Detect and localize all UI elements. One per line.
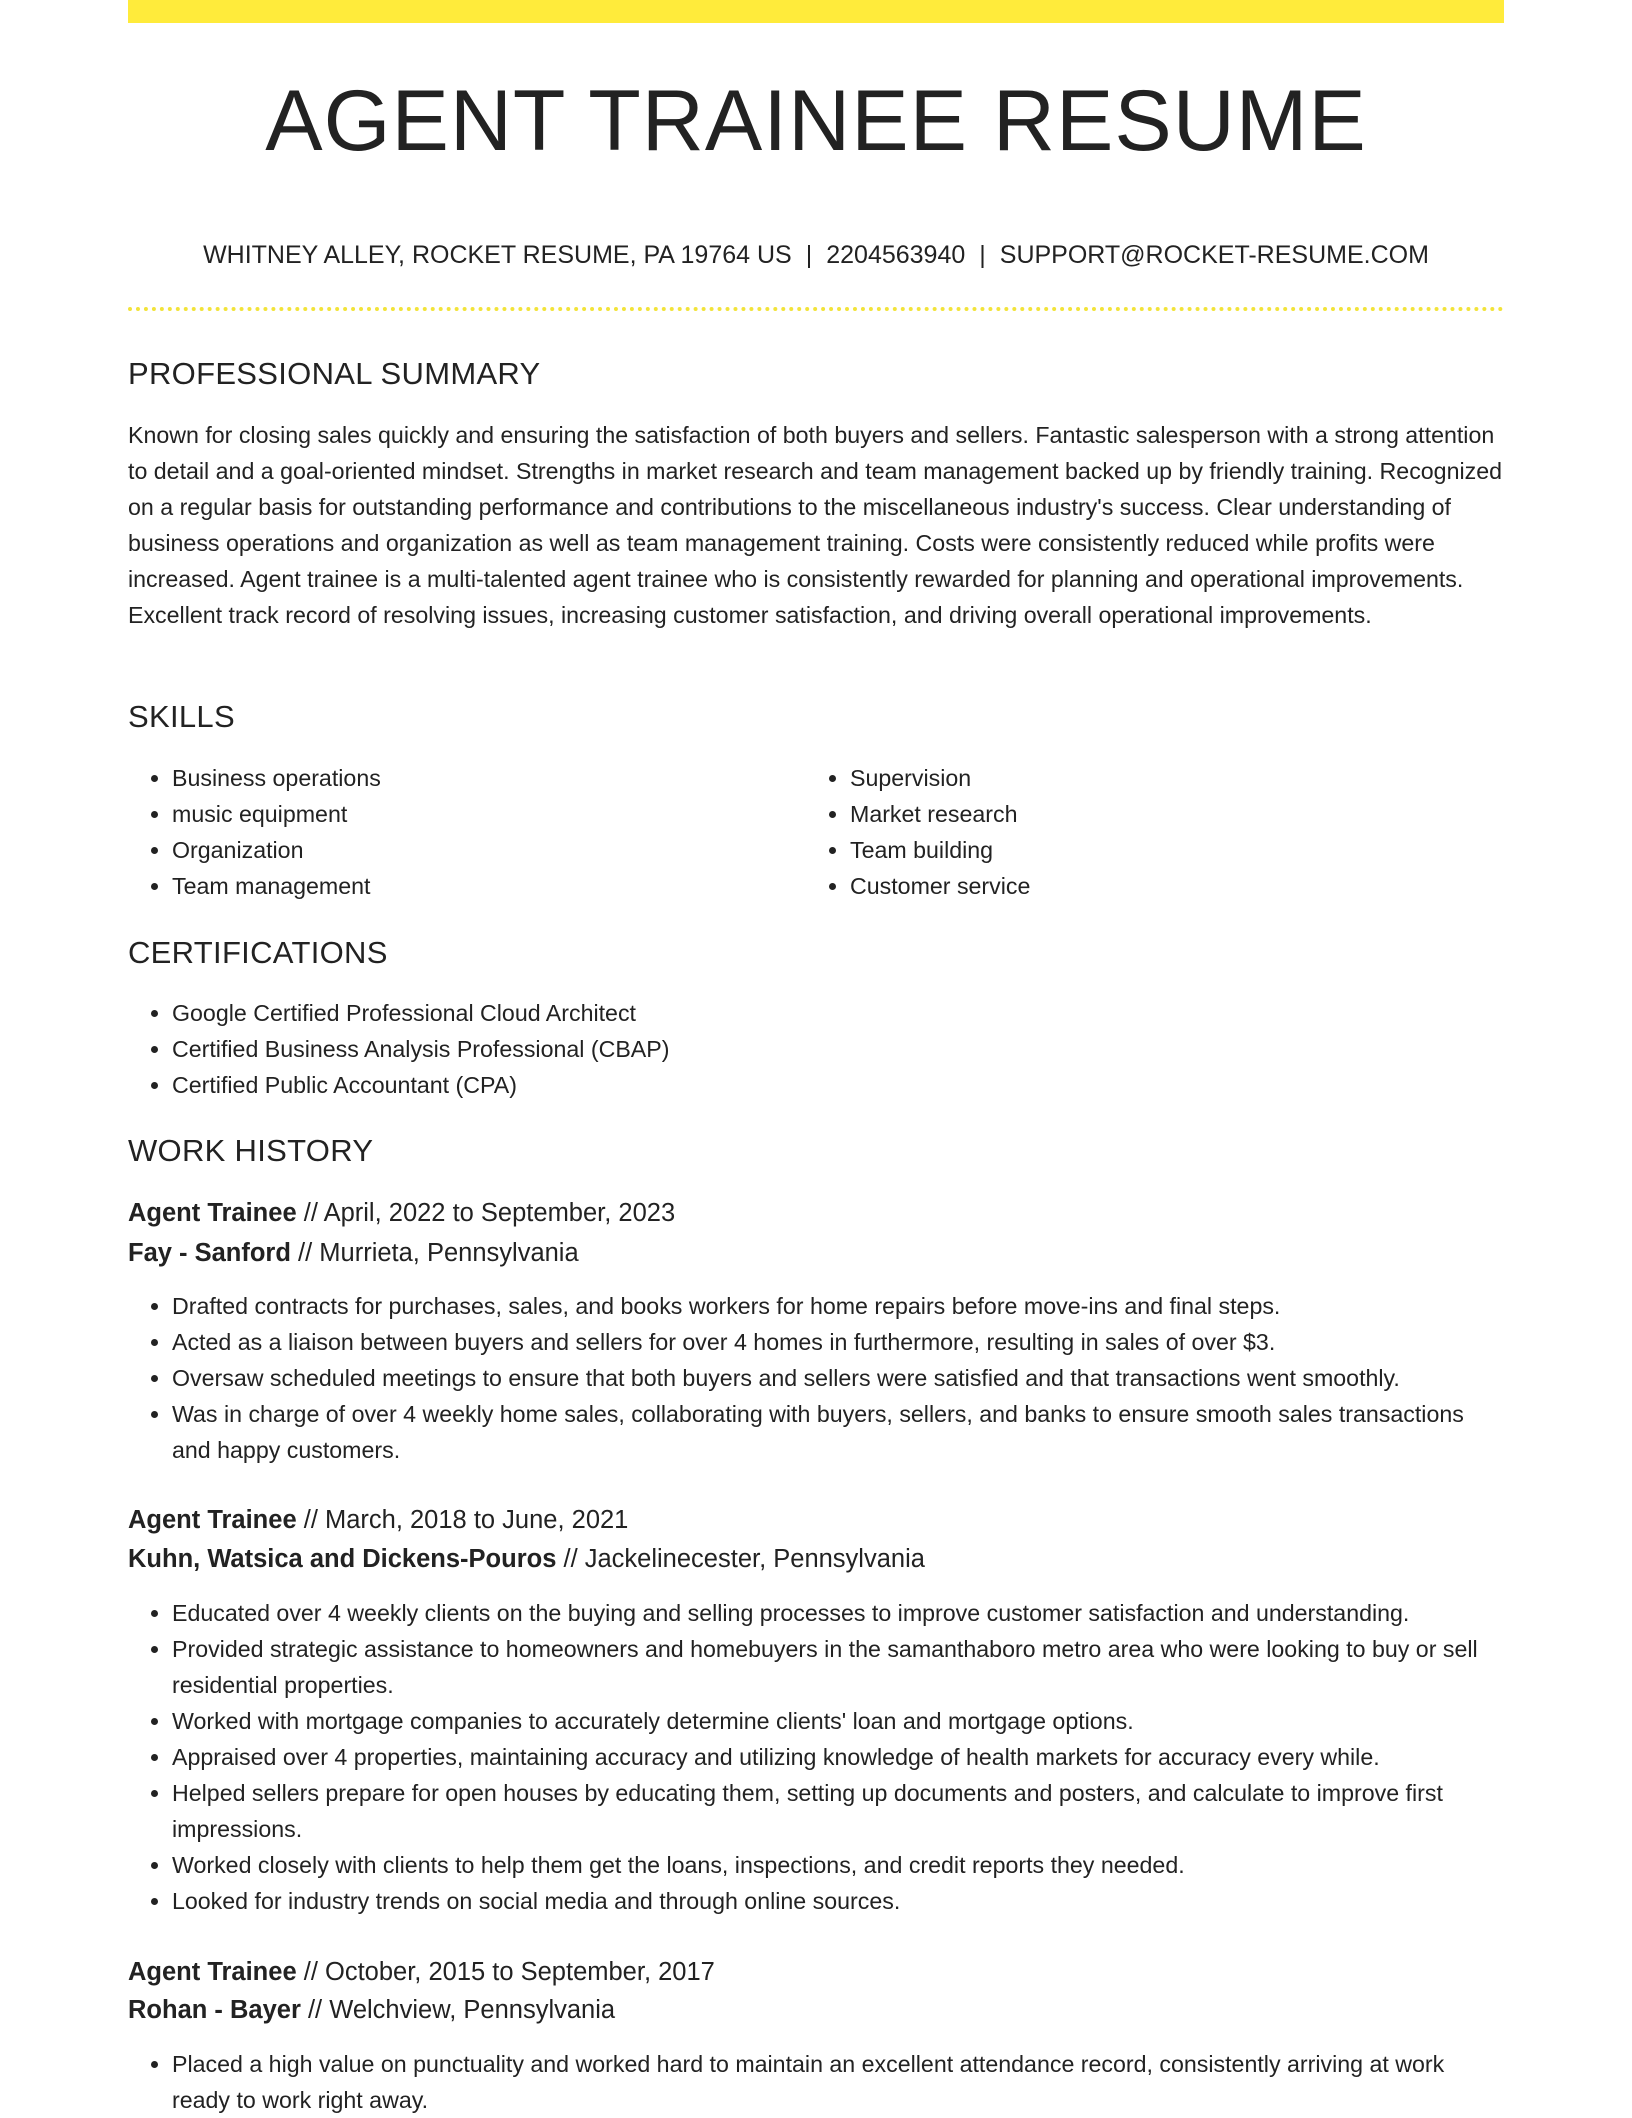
contact-email[interactable]: SUPPORT@ROCKET-RESUME.COM [999,241,1429,269]
job-dates: // March, 2018 to June, 2021 [303,1506,629,1534]
job-bullet: • Looked for industry trends on social media and through online sources. [172,1883,1504,1919]
job-company: Kuhn, Watsica and Dickens-Pouros [128,1545,557,1573]
skills-heading: SKILLS [128,699,235,734]
job-company-line [128,1541,925,1577]
contact-separator: | [979,241,986,269]
job-bullet: • Educated over 4 weekly clients on the buying and selling processes to improve customer satisfaction and understanding. [172,1595,1504,1631]
dotted-divider [128,307,1504,311]
skills-list-left [128,760,792,904]
job-company: Rohan - Bayer [128,1996,301,2024]
contact-separator: | [805,241,813,269]
job-bullets [128,1288,1504,1468]
job-title-line [128,1502,628,1538]
skills-list-right [806,760,1490,904]
certification-item: • Google Certified Professional Cloud Architect [172,995,1504,1031]
summary-text: Known for closing sales quickly and ensuring the satisfaction of both buyers and sellers. Fantastic salesperson with a strong attention to detail and a goal-oriented mindset. Strengths in market research and team management backed up by friendly training. Recognized on a regular basis for outstanding performance and contributions to the miscellaneous industry's success. Clear understanding of business operations and organization as well as team management training. Costs were consistently reduced while profits were increased. Agent trainee is a multi-talented agent trainee who is consistently rewarded for planning and operational improvements. Excellent track record of resolving issues, increasing customer satisfaction, and driving overall operational improvements. [128,422,1503,628]
skill-item: • music equipment [172,796,792,832]
job-dates: // October, 2015 to September, 2017 [303,1958,715,1986]
resume-title: AGENT TRAINEE RESUME [265,73,1367,169]
skill-item: • Customer service [850,868,1490,904]
job-bullet: • Oversaw scheduled meetings to ensure that both buyers and sellers were satisfied and that transactions went smoothly. [172,1360,1504,1396]
job-bullet: • Placed a high value on punctuality and worked hard to maintain an excellent attendance record, consistently arriving at work ready to work right away. [172,2046,1504,2118]
job-location: // Murrieta, Pennsylvania [298,1239,579,1267]
summary-heading: PROFESSIONAL SUMMARY [128,356,541,391]
accent-bar [128,0,1504,23]
job-title: Agent Trainee [128,1958,297,1986]
job-bullet: • Provided strategic assistance to homeowners and homebuyers in the samanthaboro metro area who were looking to buy or sell residential properties. [172,1631,1504,1703]
job-bullet: • Helped sellers prepare for open houses by educating them, setting up documents and posters, and calculate to improve first impressions. [172,1775,1504,1847]
job-location: // Welchview, Pennsylvania [307,1996,616,2024]
job-dates: // April, 2022 to September, 2023 [303,1199,676,1227]
certifications-list [128,995,1504,1103]
skill-item: • Supervision [850,760,1490,796]
job-title-line [128,1954,715,1990]
certifications-heading: CERTIFICATIONS [128,935,388,970]
job-title-line [128,1195,675,1231]
job-bullet: • Worked with mortgage companies to accurately determine clients' loan and mortgage options. [172,1703,1504,1739]
job-bullet: • Acted as a liaison between buyers and sellers for over 4 homes in furthermore, resulting in sales of over $3. [172,1324,1504,1360]
work-history-heading: WORK HISTORY [128,1133,374,1168]
job-company-line [128,1235,579,1271]
skill-item: • Team building [850,832,1490,868]
skill-item: • Team management [172,868,792,904]
job-company-line [128,1992,615,2028]
job-bullets [128,1595,1504,1919]
job-bullet: • Was in charge of over 4 weekly home sales, collaborating with buyers, sellers, and banks to ensure smooth sales transactions and happy customers. [172,1396,1504,1468]
job-bullet: • Worked closely with clients to help them get the loans, inspections, and credit reports they needed. [172,1847,1504,1883]
certification-item: • Certified Business Analysis Professional (CBAP) [172,1031,1504,1067]
contact-phone: 2204563940 [826,241,966,269]
job-bullet: • Drafted contracts for purchases, sales, and books workers for home repairs before move-ins and final steps. [172,1288,1504,1324]
job-bullets [128,2046,1504,2118]
job-title: Agent Trainee [128,1199,297,1227]
contact-line [128,240,1504,270]
job-location: // Jackelinecester, Pennsylvania [563,1545,925,1573]
certification-item: • Certified Public Accountant (CPA) [172,1067,1504,1103]
job-title: Agent Trainee [128,1506,297,1534]
skill-item: • Organization [172,832,792,868]
job-company: Fay - Sanford [128,1239,291,1267]
skill-item: • Market research [850,796,1490,832]
contact-address: WHITNEY ALLEY, ROCKET RESUME, PA 19764 US [203,241,792,269]
skill-item: • Business operations [172,760,792,796]
job-bullet: • Appraised over 4 properties, maintaining accuracy and utilizing knowledge of health markets for accuracy every while. [172,1739,1504,1775]
